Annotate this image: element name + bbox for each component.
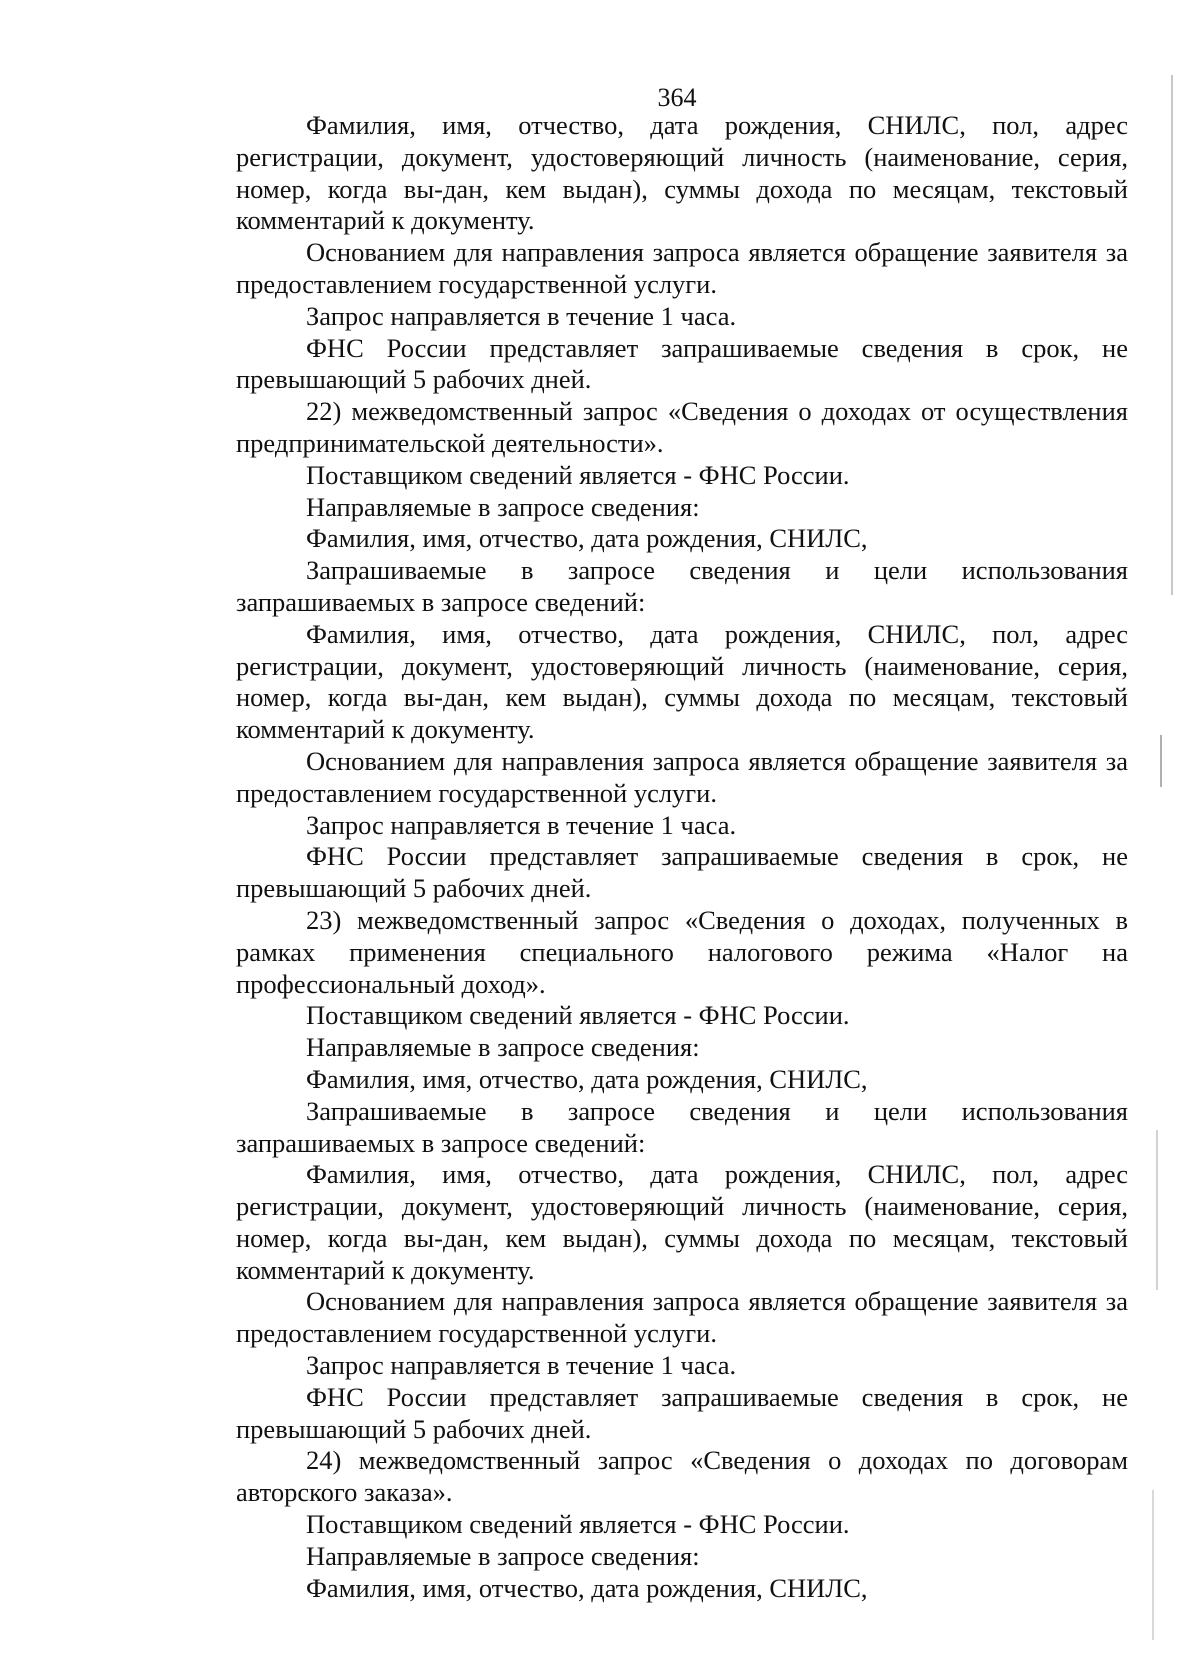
paragraph-request-24-title: 24) межведомственный запрос «Сведения о доходах по договорам авторского заказа». — [236, 1445, 1128, 1508]
paragraph-requested-data-heading: Запрашиваемые в запросе сведения и цели использования запрашиваемых в запросе сведений: — [236, 555, 1128, 617]
paragraph-request-23-title: 23) межведомственный запрос «Сведения о доходах, полученных в рамках применения специального налогового режима «Налог на профессиональный доход». — [236, 904, 1128, 999]
paragraph-response-deadline: ФНС России представляет запрашиваемые сведения в срок, не превышающий 5 рабочих дней. — [236, 1381, 1128, 1444]
paragraph-data-provider: Поставщиком сведений является - ФНС России. — [306, 1000, 850, 1031]
paragraph-sent-data-fields: Фамилия, имя, отчество, дата рождения, СНИЛС, — [306, 523, 868, 554]
paragraph-data-fields: Фамилия, имя, отчество, дата рождения, СНИЛС, пол, адрес регистрации, документ, удостоверяющий личность (наименование, серия, номер, когда вы-дан, кем выдан), суммы дохода по месяцам, текстовый комментарий к документу. — [236, 1159, 1128, 1285]
scan-edge-line — [1160, 735, 1162, 787]
document-body — [236, 110, 1128, 1604]
paragraph-data-fields: Фамилия, имя, отчество, дата рождения, СНИЛС, пол, адрес регистрации, документ, удостоверяющий личность (наименование, серия, номер, когда вы-дан, кем выдан), суммы дохода по месяцам, текстовый комментарий к документу. — [236, 618, 1128, 745]
paragraph-sent-data-heading: Направляемые в запросе сведения: — [306, 491, 700, 522]
paragraph-sent-data-fields: Фамилия, имя, отчество, дата рождения, СНИЛС, — [306, 1572, 868, 1603]
paragraph-request-timing: Запрос направляется в течение 1 часа. — [306, 1350, 737, 1381]
paragraph-requested-data-heading: Запрашиваемые в запросе сведения и цели использования запрашиваемых в запросе сведений: — [236, 1095, 1128, 1158]
page-number: 364 — [657, 83, 697, 112]
scan-edge-line — [1156, 1130, 1158, 1290]
paragraph-request-basis: Основанием для направления запроса является обращение заявителя за предоставлением государственной услуги. — [236, 1286, 1128, 1349]
paragraph-data-provider: Поставщиком сведений является - ФНС России. — [306, 1509, 850, 1540]
paragraph-request-timing: Запрос направляется в течение 1 часа. — [306, 300, 737, 331]
paragraph-sent-data-heading: Направляемые в запросе сведения: — [306, 1540, 700, 1571]
paragraph-response-deadline: ФНС России представляет запрашиваемые сведения в срок, не превышающий 5 рабочих дней. — [236, 841, 1128, 904]
paragraph-response-deadline: ФНС России представляет запрашиваемые сведения в срок, не превышающий 5 рабочих дней. — [236, 332, 1128, 395]
scan-edge-line — [1152, 1490, 1154, 1640]
scan-edge-line — [1171, 75, 1173, 595]
paragraph-request-basis: Основанием для направления запроса является обращение заявителя за предоставлением государственной услуги. — [236, 745, 1128, 808]
paragraph-request-basis: Основанием для направления запроса является обращение заявителя за предоставлением государственной услуги. — [236, 237, 1128, 299]
paragraph-data-fields: Фамилия, имя, отчество, дата рождения, СНИЛС, пол, адрес регистрации, документ, удостоверяющий личность (наименование, серия, номер, когда вы-дан, кем выдан), суммы дохода по месяцам, текстовый комментарий к документу. — [236, 110, 1128, 236]
paragraph-sent-data-heading: Направляемые в запросе сведения: — [306, 1032, 700, 1063]
paragraph-request-timing: Запрос направляется в течение 1 часа. — [306, 809, 737, 840]
paragraph-sent-data-fields: Фамилия, имя, отчество, дата рождения, СНИЛС, — [306, 1063, 868, 1094]
paragraph-data-provider: Поставщиком сведений является - ФНС России. — [306, 459, 850, 490]
paragraph-request-22-title: 22) межведомственный запрос «Сведения о доходах от осуществления предпринимательской деятельности». — [236, 396, 1128, 458]
